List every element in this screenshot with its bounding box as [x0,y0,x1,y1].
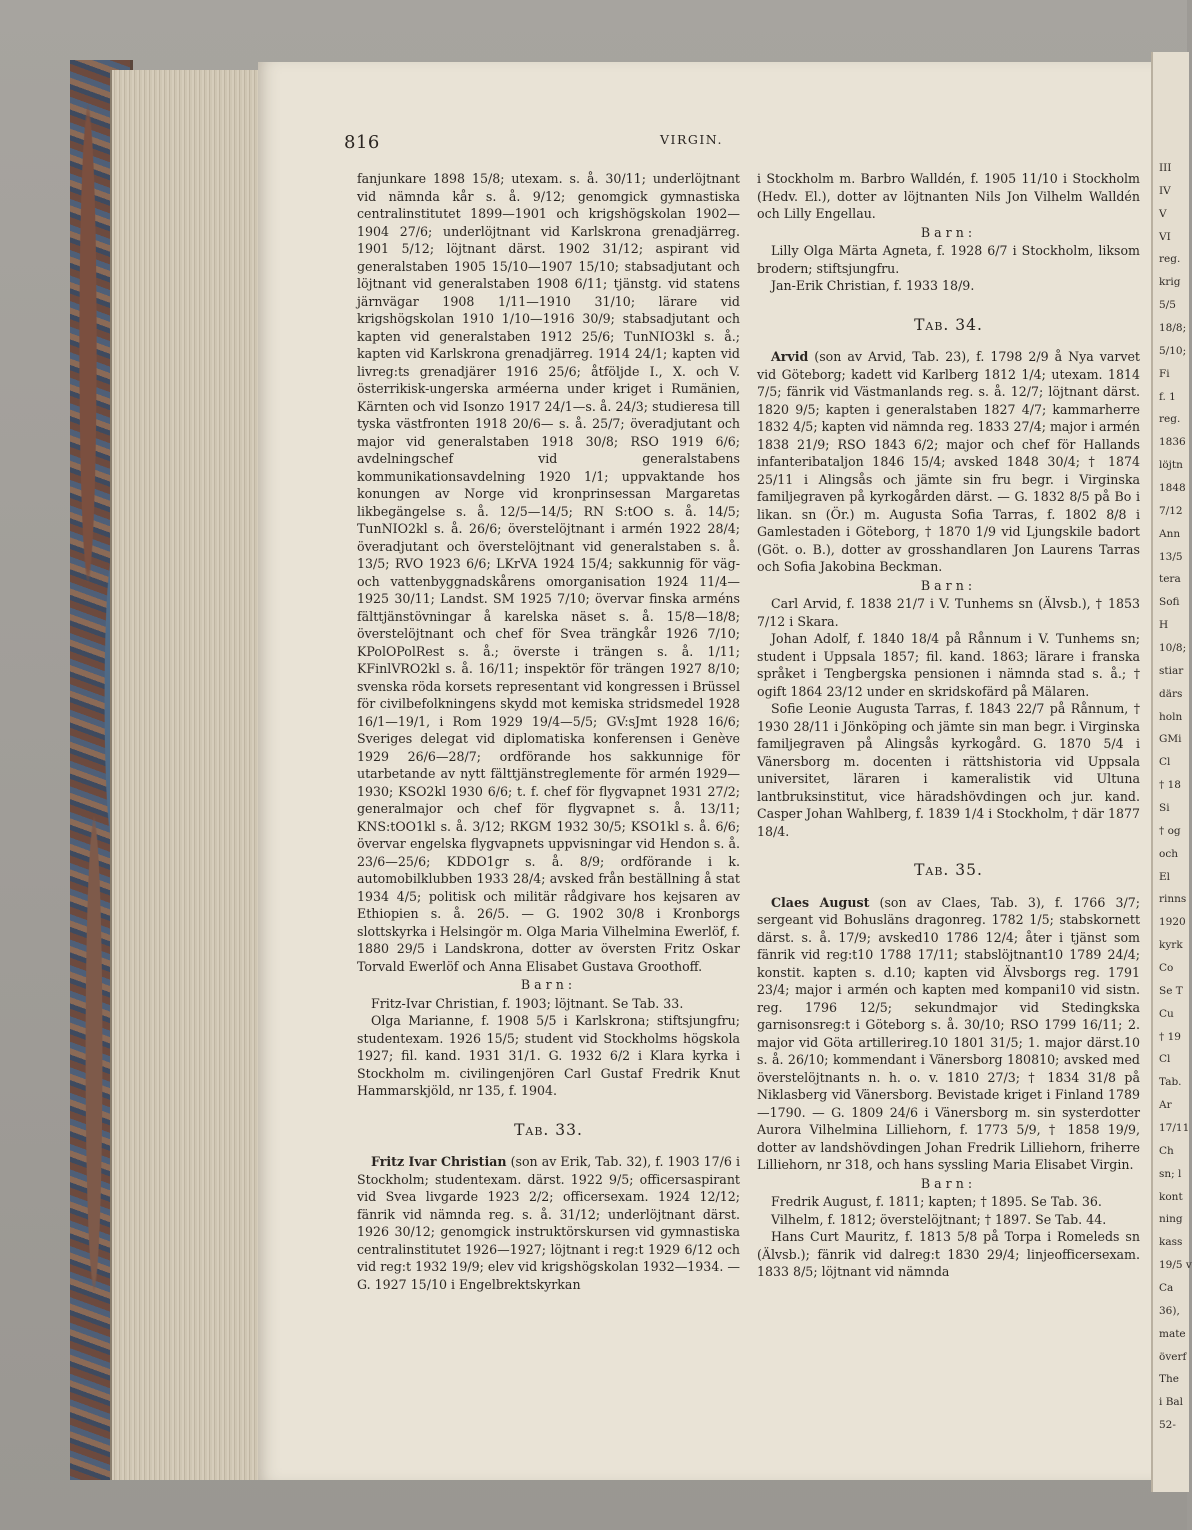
child-entry: Hans Curt Mauritz, f. 1813 5/8 på Torpa i Romeleds sn (Älvsb.); fänrik vid dalreg:t 1830 29/4; linjeofficersexam. 1833 8/5; löjtnant vid nämnda [757,1229,1140,1279]
next-page-fragment: reg. [1159,413,1181,426]
person-entry [757,348,1140,576]
running-header: VIRGIN. [660,132,723,147]
person-name: Arvid [771,349,809,364]
next-page-fragment: mate [1159,1327,1186,1340]
next-page-fragment: The [1159,1373,1179,1386]
next-page-fragment: H [1159,619,1169,632]
table-heading: Tab. 33. [514,1120,583,1139]
body-paragraph: i Stockholm m. Barbro Walldén, f. 1905 11/10 i Stockholm (Hedv. El.), dotter av löjtnanten Nils Jon Vilhelm Walldén och Lilly Engellau. [757,171,1140,221]
next-page-fragment: Si [1159,802,1170,814]
next-page-fragment: reg. [1159,253,1181,266]
next-page-fragment: Co [1159,962,1174,974]
person-entry [357,1153,740,1293]
child-entry: Sofie Leonie Augusta Tarras, f. 1843 22/7 på Rånnum, † 1930 28/11 i Jönköping och jämte sin man begr. i Virginska familjegraven på Alingsås kyrkogård. G. 1870 5/4 i Vänersborg m. docenten i rättshistoria vid Uppsala universitet, läraren i kameralistik vid Ultuna lantbruksinstitut, vice häradshövdingen och jur. kand. Casper Johan Wahlberg, f. 1839 1/4 i Stockholm, † där 1877 18/4. [757,701,1140,839]
next-page-fragment: 7/12 [1159,504,1183,517]
body-paragraph: fanjunkare 1898 15/8; utexam. s. å. 30/11; underlöjtnant vid nämnda kår s. å. 9/12; genomgick gymnastiska centralinstitutet 1899—1901 och krigshögskolan 1902—1904 27/6; underlöjtnant vid Karlskrona grenadjärreg. 1901 5/12; löjtnant därst. 1902 31/12; aspirant vid generalstaben 1905 15/10—1907 15/10; stabsadjutant och löjtnant vid generalstaben 1908 6/11; tjänstg. vid statens järnvägar 1908 1/11—1910 31/10; lärare vid krigshögskolan 1910 1/10—1916 30/9; stabsadjutant och kapten vid generalstaben 1912 25/6; TunNIO3kl s. å.; kapten vid Karlskrona grenadjärreg. 1914 24/1; kapten vid livreg:ts grenadjärer 1916 25/6; åtföljde I., X. och V. österrikisk-ungerska arméerna under kriget i Rumänien, Kärnten och vid Isonzo 1917 24/1—s. å. 24/3; studieresa till tyska västfronten 1918 20/6— s. å. 25/7; överadjutant och major vid generalstaben 1918 30/8; RSO 1919 6/6; avdelningschef vid generalstabens kommunikationsavdelning 1920 1/1; uppvaktande hos konungen av Norge vid kronprinsessan Margaretas likbegängelse s. å. 12/5—14/5; RN S:tOO s. å. 14/5; TunNIO2kl s. å. 26/6; överstelöjtnant i armén 1922 28/4; överadjutant och överstelöjtnant vid generalstaben s. å. 13/5; RVO 1923 6/6; LKrVA 1924 15/4; sakkunnig för väg- och vattenbyggnadskårens omorganisation 1924 11/4—1925 30/11; Landst. SM 1925 7/10; övervar finska arméns fälttjänstövningar å karelska näset s. å. 15/8—18/8; överstelöjtnant och chef för Svea trängkår 1926 7/10; KPolOPolRest s. å.; överste i trängen s. å. 1/11; KFinlVRO2kl s. å. 16/11; inspektör för trängen 1927 8/10; svenska röda korsets representant vid kongressen i Brüssel för civilbefolkningens skydd mot kemiska stridsmedel 1928 16/1—19/1, i Rom 1929 19/4—5/5; GV:sJmt 1928 16/6; Sveriges delegat vid diplomatiska konferensen i Genève 1929 26/6—28/7; ordförande hos sakkunnige för utarbetande av nytt fälttjänstreglemente för armén 1929—1930; KSO2kl 1930 6/6; t. f. chef för flygvapnet 1931 27/2; generalmajor och chef för flygvapnet s. å. 13/11; KNS:tOO1kl s. å. 3/12; RKGM 1932 30/5; KSO1kl s. å. 6/6; övervar engelska flygvapnets uppvisningar vid Hendon s. å. 23/6—25/6; KDDO1gr s. å. 8/9; ordförande i k. automobilklubben 1933 28/4; avsked från beställning å stat 1934 4/5; politisk och militär rådgivare hos kejsaren av Ethiopien s. å. 26/5. — G. 1902 30/8 i Kronborgs slottskyrka i Helsingör m. Olga Maria Vilhelmina Ewerlöf, f. 1880 29/5 i Landskrona, dotter av översten Fritz Oskar Torvald Ewerlöf och Anna Elisabet Gustava Groothoff. [357,171,740,974]
next-page-fragment: i Bal [1159,1396,1184,1409]
next-page-fragment: kass [1159,1236,1183,1249]
next-page-fragment: holn [1159,710,1183,723]
next-page-fragment: 1836 [1159,436,1186,449]
child-entry: Vilhelm, f. 1812; överstelöjtnant; † 1897. Se Tab. 44. [771,1211,1107,1227]
next-page-fragment: Ca [1159,1282,1174,1294]
next-page-fragment: ning [1159,1213,1183,1226]
next-page-fragment: Ch [1159,1144,1174,1157]
person-name: Claes August [771,894,870,910]
next-page-fragment: kont [1159,1190,1183,1203]
page-number: 816 [344,132,380,153]
next-page-fragment: IV [1159,184,1171,197]
child-entry: Lilly Olga Märta Agneta, f. 1928 6/7 i Stockholm, liksom brodern; stiftsjungfru. [757,243,1140,276]
next-page-fragment: Fi [1159,367,1170,380]
next-page-fragment: Cl [1159,1053,1171,1066]
next-page-fragment: överf [1159,1350,1187,1363]
next-page-fragment: Cu [1159,1007,1174,1020]
next-page-fragment: 13/5 [1159,550,1183,563]
next-page-fragment: Tab. [1159,1076,1182,1089]
table-heading: Tab. 35. [914,861,983,879]
child-entry: Carl Arvid, f. 1838 21/7 i V. Tunhems sn (Älvsb.), † 1853 7/12 i Skara. [757,596,1140,629]
next-page-fragment: † og [1159,824,1181,837]
next-page-fragment: därs [1159,687,1183,700]
child-entry: Olga Marianne, f. 1908 5/5 i Karlskrona; stiftsjungfru; studentexam. 1926 15/5; student vid Stockholms högskola 1927; fil. kand. 1931 31/1. G. 1932 6/2 i Klara kyrka i Stockholm m. civilingenjören Carl Gustaf Fredrik Knut Hammarskjöld, nr 135, f. 1904. [357,1013,740,1098]
entry-text: (son av Arvid, Tab. 23), f. 1798 2/9 å Nya varvet vid Göteborg; kadett vid Karlberg 1812 1/4; utexam. 1814 7/5; fänrik vid Västmanlands reg. s. å. 12/7; löjtnant därst. 1820 9/5; kapten i generalstaben 1827 4/7; kammarherre 1832 4/5; kapten vid nämnda reg. 1833 27/4; major i armén 1838 21/9; RSO 1843 6/2; major och chef för Hallands infanteribataljon 1846 15/4; avsked 1848 30/4; † 1874 25/11 i Alingsås och jämte sin fru begr. i Virginska familjegraven på kyrkogården därst. — G. 1832 8/5 på Bo i likan. sn (Ör.) m. Augusta Sofia Tarras, f. 1802 8/8 i Gamlestaden i Göteborg, † 1870 1/9 vid Ljungskile badort (Göt. o. B.), dotter av grosshandlaren Jon Laurens Tarras och Sofia Jakobina Beckman. [757,349,1140,574]
next-page-fragment: 19/5 v [1159,1259,1192,1272]
person-name: Fritz Ivar Christian [371,1154,507,1169]
next-page-fragment: rinns [1159,893,1187,906]
next-page-fragment: El [1159,870,1171,883]
next-page-fragment: 1920 [1159,916,1186,929]
next-page-fragment: V [1159,207,1167,220]
next-page-fragment: kyrk [1159,939,1183,952]
page-edges [110,70,262,1480]
children-heading: Barn: [920,577,977,593]
next-page-fragment: † 18 [1159,779,1181,792]
children-heading: Barn: [520,977,577,992]
next-page-fragment: löjtn [1159,459,1183,472]
children-heading: Barn: [920,1175,977,1191]
next-page-fragment: Se T [1159,984,1183,997]
next-page-fragment: 5/5 [1159,299,1176,312]
next-page-fragment: 17/11 [1159,1122,1190,1134]
child-entry: Fredrik August, f. 1811; kapten; † 1895. Se Tab. 36. [771,1194,1102,1209]
child-entry: Jan-Erik Christian, f. 1933 18/9. [771,278,975,293]
next-page-fragment: och [1159,847,1178,860]
next-page-fragment: VI [1159,230,1171,243]
next-page-fragment: † 19 [1159,1030,1181,1043]
next-page-fragment: 52- [1159,1419,1176,1432]
person-entry [757,894,1140,1174]
children-heading: Barn: [920,224,977,240]
next-page-fragment: 36), [1159,1304,1180,1317]
next-page-fragment: sn; l [1159,1167,1182,1180]
next-page-fragment: Ar [1159,1099,1172,1112]
next-page-fragment: 18/8; [1159,322,1187,334]
next-page-fragment: 5/10; [1159,344,1187,357]
next-page-fragment: 10/8; [1159,642,1187,654]
entry-text: (son av Claes, Tab. 3), f. 1766 3/7; sergeant vid Bohusläns dragonreg. 1782 1/5; stabskornett därst. s. å. 17/9; avsked10 1786 12/4; åter i tjänst som fänrik vid reg:t10 1788 17/11; stabslöjtnant10 1789 24/4; konstit. kapten s. d.10; kapten vid Älvsborgs reg. 1791 23/4; major i armén och kapten med kompani10 vid sistn. reg. 1796 12/5; sekundmajor vid Stedingkska garnisonsreg:t i Göteborg s. å. 30/10; RSO 1799 16/11; 2. major vid Göta artillerireg.10 1801 31/5; 1. major därst.10 s. å. 26/10; kommendant i Vänersborg 180810; avsked med överstelöjtnants n. h. o. v. 1810 27/3; † 1834 31/8 på Niklasberg vid Vänersborg. Bevistade kriget i Finland 1789—1790. — G. 1809 24/6 i Vänersborg m. sin systerdotter Aurora Vilhelmina Lilliehorn, f. 1773 5/9, † 1858 19/9, dotter av landshövdingen Johan Fredrik Lilliehorn, friherre Lilliehorn, nr 318, och hans syssling Maria Elisabet Virgin. [757,894,1140,1172]
next-page-fragment: Ann [1159,527,1181,540]
next-page-fragment: krig [1159,276,1181,289]
next-page-fragment: GMi [1159,733,1182,746]
next-page-fragment: Cl [1159,756,1171,769]
next-page-fragment: III [1159,162,1172,174]
next-page-fragment: stiar [1159,664,1184,677]
next-page-fragment: 1848 [1159,482,1186,494]
right-column [757,170,1140,1281]
next-page-fragment: Sofi [1159,596,1180,609]
left-column [357,170,740,1293]
child-entry: Fritz-Ivar Christian, f. 1903; löjtnant. Se Tab. 33. [371,995,684,1011]
next-page-strip [1151,52,1192,1492]
table-heading: Tab. 34. [914,315,983,334]
next-page-fragment: f. 1 [1159,390,1176,403]
next-page-fragment: tera [1159,573,1181,586]
entry-text: (son av Erik, Tab. 32), f. 1903 17/6 i Stockholm; studentexam. därst. 1922 9/5; officersaspirant vid Svea livgarde 1923 2/2; officersexam. 1924 12/12; fänrik vid nämnda reg. s. å. 31/12; underlöjtnant därst. 1926 30/12; genomgick instruktörskursen vid gymnastiska centralinstitutet 1926—1927; löjtnant i reg:t 1929 6/12 och vid reg:t 1932 19/9; elev vid krigshögskolan 1932—1934. — G. 1927 15/10 i Engelbrektskyrkan [357,1154,740,1292]
child-entry: Johan Adolf, f. 1840 18/4 på Rånnum i V. Tunhems sn; student i Uppsala 1857; fil. kand. 1863; lärare i franska språket i Tengbergska pensionen i nämnda stad s. å.; † ogift 1864 23/12 under en skridskofärd på Mälaren. [757,631,1140,699]
